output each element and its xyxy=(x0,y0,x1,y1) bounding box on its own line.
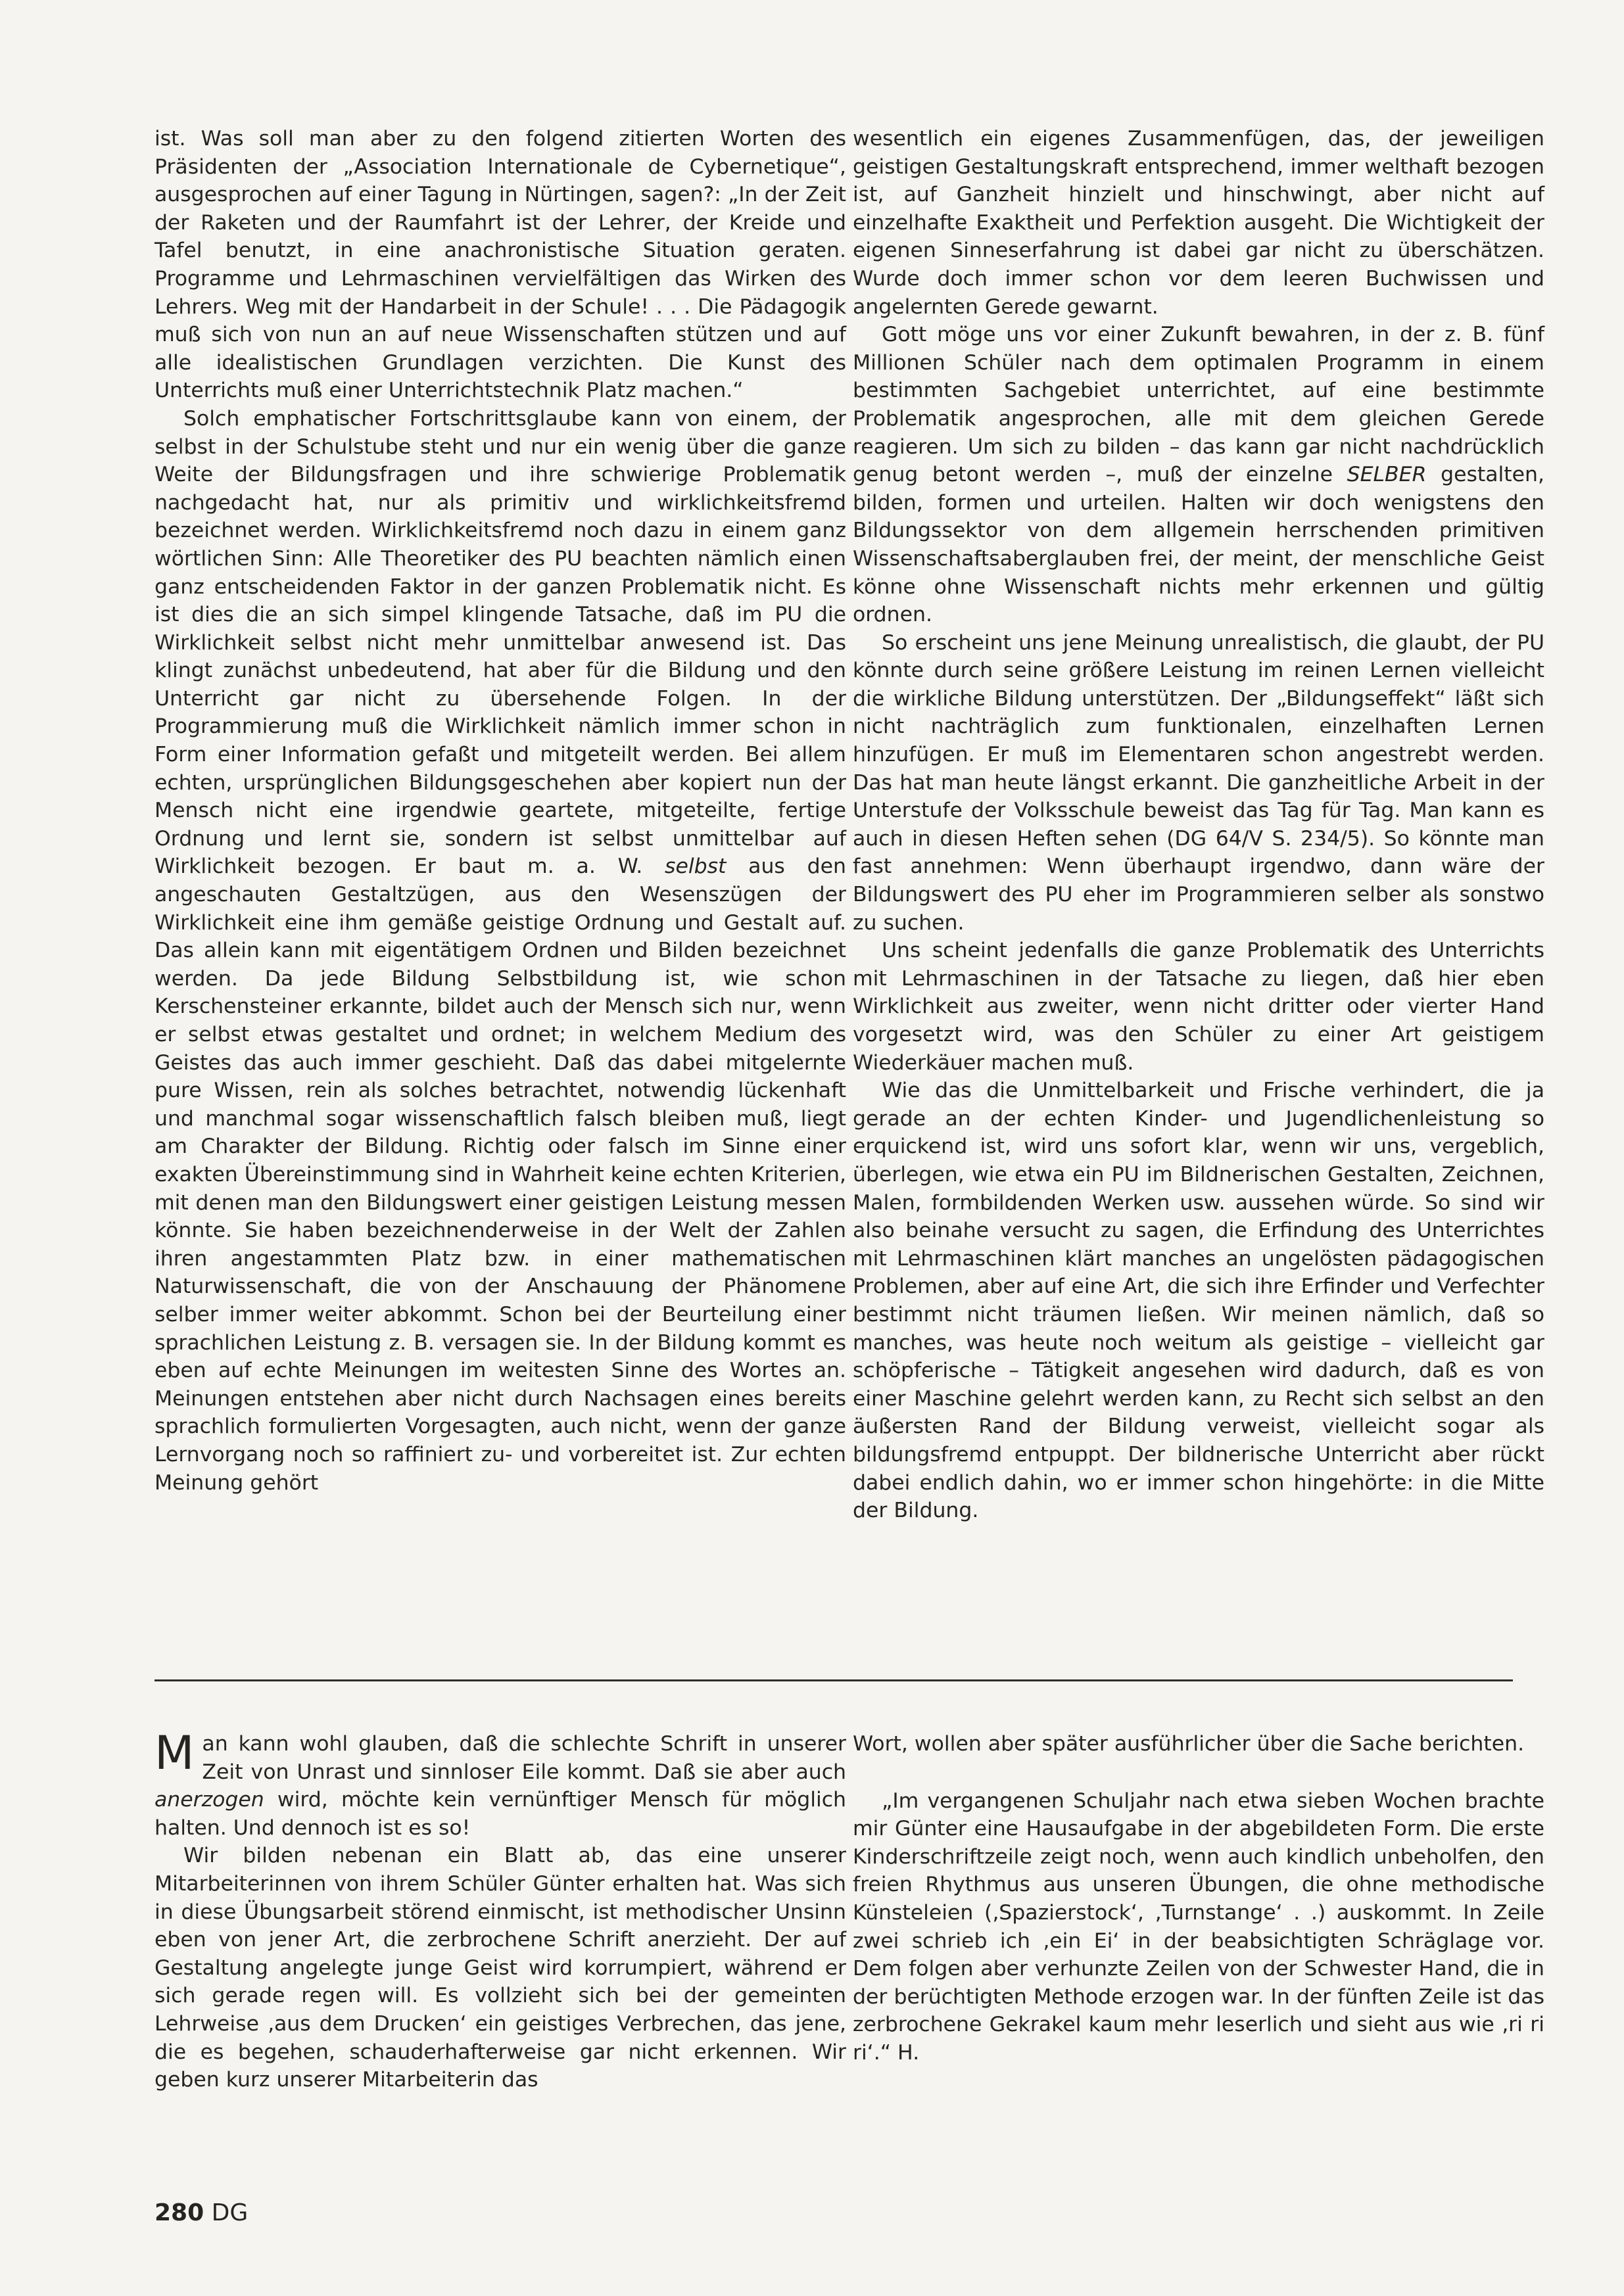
article1-left-column xyxy=(155,125,846,1497)
paragraph: Wir bilden nebenan ein Blatt ab, das eine unserer Mitarbeiterinnen von ihrem Schüler Günter erhalten hat. Was sich in diese Übungsarbeit störend einmischt, ist methodischer Unsinn eben von jener Art, die zerbrochene Schrift anerzieht. Der auf Gestaltung angelegte junge Geist wird korrumpiert, während er sich gerade regen will. Es vollzieht sich bei der gemeinten Lehrweise ‚aus dem Drucken‘ ein geistiges Verbrechen, das jene, die es begehen, schauderhafterweise gar nicht erkennen. Wir geben kurz unserer Mitarbeiterin das xyxy=(155,1844,846,2092)
paragraph: ist. Was soll man aber zu den folgend zitierten Worten des Präsidenten der „Association Internationale de Cybernetique“, ausgesprochen auf einer Tagung in Nürtingen, sagen?: „In der Zeit der Raketen und der Raumfahrt ist der Lehrer, der Kreide und Tafel benutzt, in eine anachronistische Situation geraten. Programme und Lehrmaschinen vervielfältigen das Wirken des Lehrers. Weg mit der Handarbeit in der Schule! . . . Die Pädagogik muß sich von nun an auf neue Wissenschaften stützen und auf alle idealistischen Grundlagen verzichten. Die Kunst des Unterrichts muß einer Unterrichtstechnik Platz machen.“ xyxy=(155,127,846,403)
paragraph: Man kann wohl glauben, daß die schlechte Schrift in unserer Zeit von Unrast und sinnloser Eile kommt. Daß sie aber auch anerzogen wird, möchte kein vernünftiger Mensch für möglich halten. Und dennoch ist es so! xyxy=(155,1726,847,1840)
paragraph: Solch emphatischer Fortschrittsglaube kann von einem, der selbst in der Schulstube steht und nur ein wenig über die ganze Weite der Bildungsfragen und ihre schwierige Problematik nachgedacht hat, nur als primitiv und wirklichkeitsfremd bezeichnet werden. Wirklichkeitsfremd noch dazu in einem ganz wörtlichen Sinn: Alle Theoretiker des PU beachten nämlich einen ganz entscheidenden Faktor in der ganzen Problematik nicht. Es ist dies die an sich simpel klingende Tatsache, daß im PU die Wirklichkeit selbst nicht mehr unmittelbar anwesend ist. Das klingt zunächst unbedeutend, hat aber für die Bildung und den Unterricht gar nicht zu übersehende Folgen. In der Programmierung muß die Wirklichkeit nämlich immer schon in Form einer Information gefaßt und mitgeteilt werden. Bei allem echten, ursprünglichen Bildungsgeschehen aber kopiert nun der Mensch nicht eine irgendwie geartete, mitgeteilte, fertige Ordnung und lernt sie, sondern ist selbst unmittelbar auf Wirklichkeit bezogen. Er baut m. a. W. selbst aus den angeschauten Gestaltzügen, aus den Wesenszügen der Wirklichkeit eine ihm gemäße geistige Ordnung und Gestalt auf. Das allein kann mit eigentätigem Ordnen und Bilden bezeichnet werden. Da jede Bildung Selbstbildung ist, wie schon Kerschensteiner erkannte, bildet auch der Mensch sich nur, wenn er selbst etwas gestaltet und ordnet; in welchem Medium des Geistes das auch immer geschieht. Daß das dabei mitgelernte pure Wissen, rein als solches betrachtet, notwendig lückenhaft und manchmal sogar wissenschaftlich falsch bleiben muß, liegt am Charakter der Bildung. Richtig oder falsch im Sinne einer exakten Übereinstimmung sind in Wahrheit keine echten Kriterien, mit denen man den Bildungswert einer geistigen Leistung messen könnte. Sie haben bezeichnenderweise in der Welt der Zahlen ihren angestammten Platz bzw. in einer mathematischen Naturwissenschaft, die von der Anschauung der Phänomene selber immer weiter abkommt. Schon bei der Beurteilung einer sprachlichen Leistung z. B. versagen sie. In der Bildung kommt es eben auf echte Meinungen im weitesten Sinne des Wortes an. Meinungen entstehen aber nicht durch Nachsagen eines bereits sprachlich formulierten Vorgesagten, auch nicht, wenn der ganze Lernvorgang noch so raffiniert zu- und vorbereitet ist. Zur echten Meinung gehört xyxy=(155,406,846,1495)
emphasis: anerzogen xyxy=(155,1788,264,1812)
article1-right-column xyxy=(853,125,1544,1525)
page-footer xyxy=(155,2199,248,2228)
article2-left-column xyxy=(155,1726,847,2094)
quote-paragraph: „Im vergangenen Schuljahr nach etwa sieben Wochen brachte mir Günter eine Hausaufgabe in der abgebildeten Form. Die erste Kinderschriftzeile zeigt noch, wenn auch kindlich unbeholfen, den freien Rhythmus aus unseren Übungen, die ohne methodische Künsteleien (‚Spazierstock‘, ‚Turnstange‘ . .) auskommt. In Zeile zwei schrieb ich ‚ein Ei‘ in der beabsichtigten Schräglage vor. Dem folgen aber verhunzte Zeilen von der Schwester Hand, die in der berüchtigten Methode erzogen war. In der fünften Zeile ist das zerbrochene Gekrakel kaum mehr leserlich und sieht aus wie ‚ri ri ri‘.“ H. xyxy=(853,1789,1544,2065)
paragraph: Wie das die Unmittelbarkeit und Frische verhindert, die ja gerade an der echten Kinder- und Jugendlichenleistung so erquickend ist, wird uns sofort klar, wenn wir uns, vergeblich, überlegen, wie etwa ein PU im Bildnerischen Gestalten, Zeichnen, Malen, formbildenden Werken usw. aussehen würde. So sind wir also beinahe versucht zu sagen, die Erfindung des Unterrichtes mit Lehrmaschinen klärt manches an ungelösten pädagogischen Problemen, aber auf eine Art, die sich ihre Erfinder und Verfechter bestimmt nicht träumen ließen. Wir meinen nämlich, daß so manches, was heute noch weitum als geistige – vielleicht gar schöpferische – Tätigkeit angesehen wird dadurch, daß es von einer Maschine gelehrt werden kann, zu Recht sich selbst an den äußersten Rand der Bildung verweist, vielleicht sogar als bildungsfremd entpuppt. Der bildnerische Unterricht aber rückt dabei endlich dahin, wo er immer schon hingehörte: in die Mitte der Bildung. xyxy=(853,1079,1544,1523)
paragraph: So erscheint uns jene Meinung unrealistisch, die glaubt, der PU könnte durch seine größere Leistung im reinen Lernen vielleicht die wirkliche Bildung unterstützen. Der „Bildungseffekt“ läßt sich nicht nachträglich zum funktionalen, einzelhaften Lernen hinzufügen. Er muß im Elementaren schon angestrebt werden. Das hat man heute längst erkannt. Die ganzheitliche Arbeit in der Unterstufe der Volksschule beweist das Tag für Tag. Man kann es auch in diesen Heften sehen (DG 64/V S. 234/5). So könnte man fast annehmen: Wenn überhaupt irgendwo, dann wäre der Bildungswert des PU eher im Programmieren selber als sonstwo zu suchen. xyxy=(853,630,1544,935)
emphasis: selbst xyxy=(665,855,727,879)
article2-right-column xyxy=(853,1730,1544,2067)
paragraph: Wort, wollen aber später ausführlicher über die Sache berichten. xyxy=(853,1732,1525,1756)
page-number: 280 xyxy=(155,2199,204,2226)
journal-abbrev: DG xyxy=(211,2199,249,2226)
drop-cap: M xyxy=(155,1726,195,1780)
emphasis: SELBER xyxy=(1347,463,1427,487)
paragraph: Gott möge uns vor einer Zukunft bewahren, in der z. B. fünf Millionen Schüler nach dem optimalen Programm in einem bestimmten Sachgebiet unterrichtet, auf eine bestimmte Problematik angesprochen, alle mit dem gleichen Gerede reagieren. Um sich zu bilden – das kann gar nicht nachdrücklich genug betont werden –, muß der einzelne SELBER gestalten, bilden, formen und urteilen. Halten wir doch wenigstens den Bildungssektor von dem allgemein herrschenden primitiven Wissenschaftsaberglauben frei, der meint, der menschliche Geist könne ohne Wissenschaft nichts mehr erkennen und gültig ordnen. xyxy=(853,323,1545,627)
paragraph: Uns scheint jedenfalls die ganze Problematik des Unterrichts mit Lehrmaschinen in der Tatsache zu liegen, daß hier eben Wirklichkeit aus zweiter, wenn nicht dritter oder vierter Hand vorgesetzt wird, was den Schüler zu einer Art geistigem Wiederkäuer machen muß. xyxy=(853,939,1544,1075)
paragraph: wesentlich ein eigenes Zusammenfügen, das, der jeweiligen geistigen Gestaltungskraft entsprechend, immer welthaft bezogen ist, auf Ganzheit hinzielt und hinschwingt, aber nicht auf einzelhafte Exaktheit und Perfektion ausgeht. Die Wichtigkeit der eigenen Sinneserfahrung ist dabei gar nicht zu überschätzen. Wurde doch immer schon vor dem leeren Buchwissen und angelernten Gerede gewarnt. xyxy=(853,127,1544,319)
section-divider xyxy=(155,1679,1513,1681)
